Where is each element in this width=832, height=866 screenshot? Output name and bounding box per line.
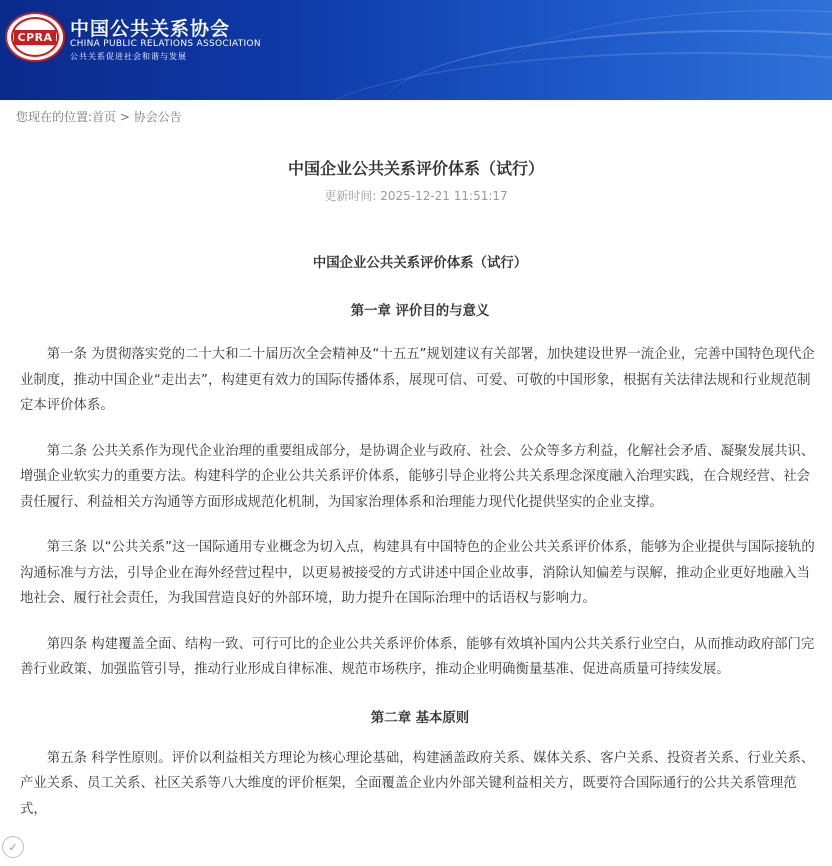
watermark-icon: ✓ [2, 836, 24, 858]
org-name-chinese[interactable]: 中国公共关系协会 [70, 18, 231, 40]
update-time-label: 更新时间: [324, 189, 377, 203]
article-paragraph: 第三条 以“公共关系”这一国际通用专业概念为切入点，构建具有中国特色的企业公共关系评价体系，能够为企业提供与国际接轨的沟通标准与方法，引导企业在海外经营过程中，以更易被接受的方式讲述中国企业故事，消除认知偏差与误解，推动企业更好地融入当地社会、履行社会责任，为我国营造良好的外部环境，助力提升在国际治理中的话语权与影响力。 [20, 540, 815, 606]
update-time-value: 2025-12-21 11:51:17 [380, 189, 508, 203]
article-body [20, 252, 820, 822]
header-wave-decoration [480, 10, 832, 100]
article-paragraph: 第四条 构建覆盖全面、结构一致、可行可比的企业公共关系评价体系，能够有效填补国内公共关系行业空白，从而推动政府部门完善行业政策、加强监管引导，推动行业形成自律标准、规范市场秩序，推动企业明确衡量基准、促进高质量可持续发展。 [20, 636, 815, 677]
page-title: 中国企业公共关系评价体系（试行） [287, 159, 544, 178]
article-paragraph: 第一条 为贯彻落实党的二十大和二十届历次全会精神及“十五五”规划建议有关部署，加快建设世界一流企业，完善中国特色现代企业制度，推动中国企业“走出去”，构建更有效力的国际传播体系，展现可信、可爱、可敬的中国形象，根据有关法律法规和行业规范制定本评价体系。 [20, 347, 815, 413]
chapter-heading: 第一章 评价目的与意义 [350, 304, 490, 319]
org-slogan: 公共关系促进社会和谐与发展 [70, 52, 187, 61]
cpra-logo-icon[interactable] [5, 12, 65, 62]
logo-text: CPRA [14, 30, 55, 45]
breadcrumb-home-link[interactable]: 首页 [92, 110, 117, 124]
document-title: 中国企业公共关系评价体系（试行） [312, 256, 528, 271]
article-paragraph: 第二条 公共关系作为现代企业治理的重要组成部分，是协调企业与政府、社会、公众等多方利益，化解社会矛盾、凝聚发展共识、增强企业软实力的重要方法。构建科学的企业公共关系评价体系，能够引导企业将公共关系理念深度融入治理实践，在合规经营、社会责任履行、利益相关方沟通等方面形成规范化机制，为国家治理体系和治理能力现代化提供坚实的企业支撑。 [20, 443, 815, 510]
chapter-heading: 第二章 基本原则 [370, 710, 470, 726]
breadcrumb [16, 108, 182, 125]
article-paragraph: 第五条 科学性原则。评价以利益相关方理论为核心理论基础，构建涵盖政府关系、媒体关系、客户关系、投资者关系、行业关系、产业关系、员工关系、社区关系等八大维度的评价框架，全面覆盖企业内外部关键利益相关方，既要符合国际通行的公共关系管理范式， [20, 750, 815, 817]
org-name-english: CHINA PUBLIC RELATIONS ASSOCIATION [70, 39, 261, 49]
breadcrumb-prefix: 您现在的位置: [16, 110, 93, 124]
breadcrumb-current-link[interactable]: 协会公告 [133, 110, 182, 124]
breadcrumb-separator: > [116, 110, 134, 124]
site-header [0, 0, 832, 100]
update-time [0, 187, 832, 204]
